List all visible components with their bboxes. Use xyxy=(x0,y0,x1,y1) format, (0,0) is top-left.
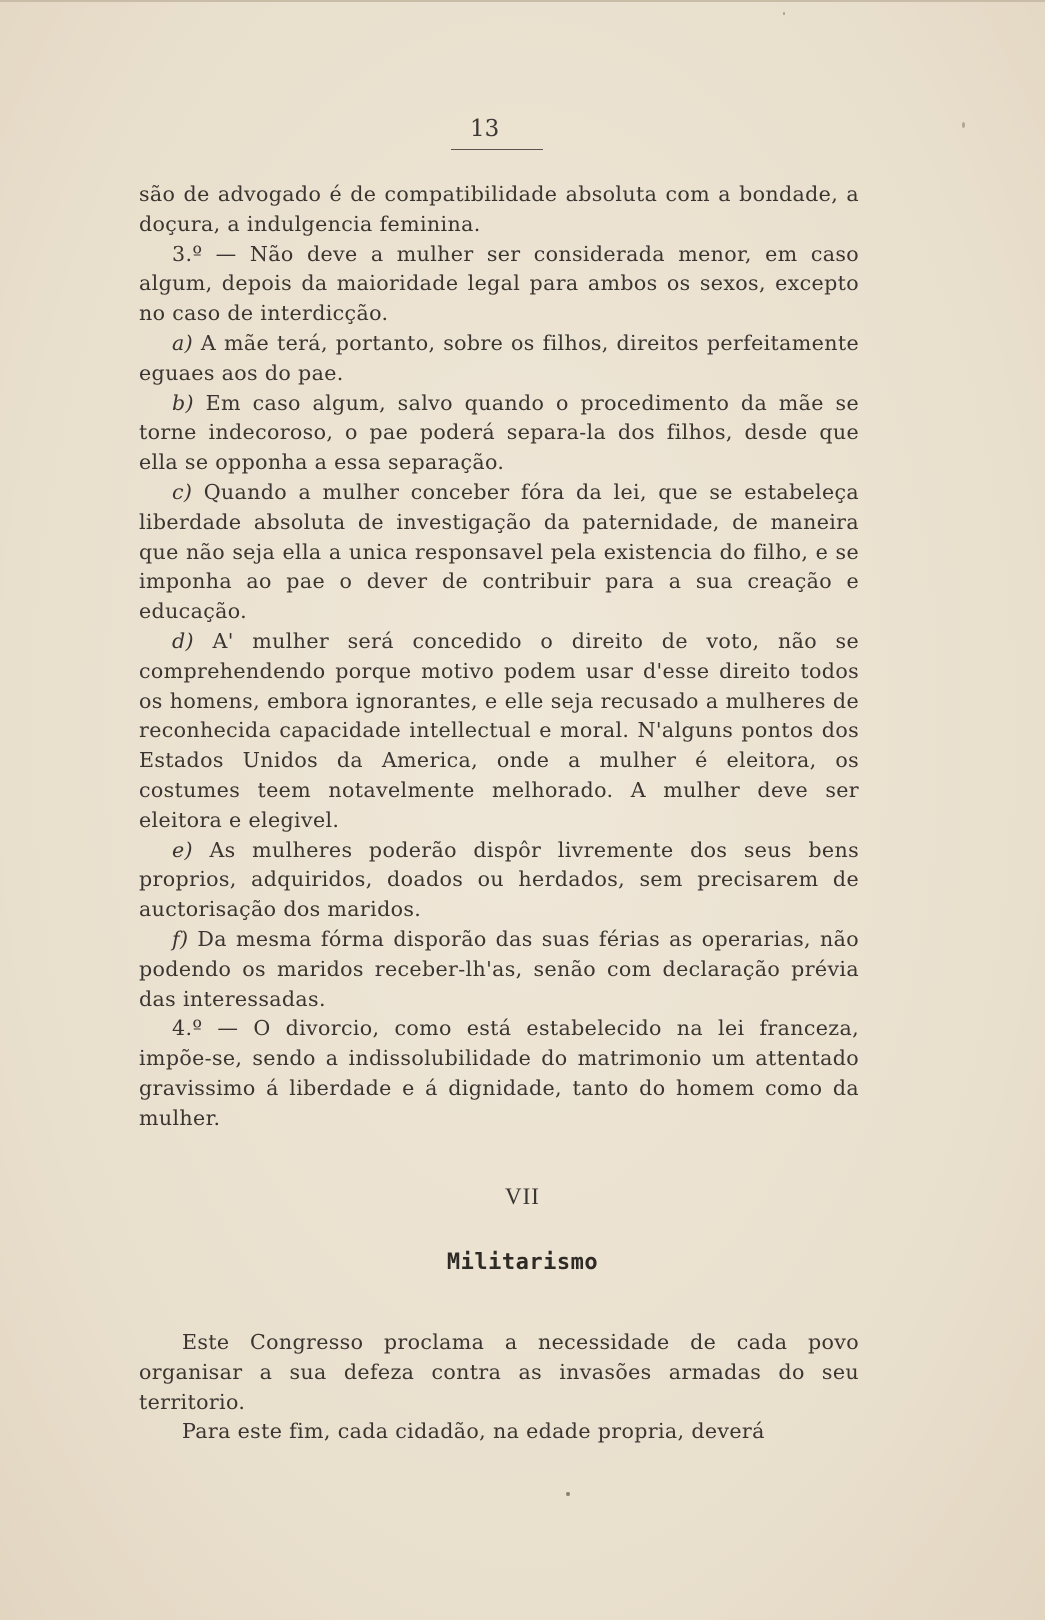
item-marker: f) xyxy=(172,926,189,951)
paragraph-text: As mulheres poderão dispôr livremente dos seus bens proprios, adquiridos, doados ou herdados, sem precisarem de auctorisação dos maridos. xyxy=(139,837,859,922)
section-number: VII xyxy=(505,1184,540,1209)
item-marker: e) xyxy=(172,837,193,862)
paragraph-text: A mãe terá, portanto, sobre os filhos, direitos perfeitamente eguaes aos do pae. xyxy=(139,330,859,385)
paragraph-text: são de advogado é de compatibilidade absoluta com a bondade, a doçura, a indulgencia feminina. xyxy=(139,182,859,236)
paragraph xyxy=(139,1328,859,1417)
paragraph xyxy=(139,836,859,925)
page-number: 13 xyxy=(470,116,500,142)
paragraph xyxy=(139,925,859,1014)
section-title: Militarismo xyxy=(446,1250,599,1275)
paragraph xyxy=(139,389,859,478)
paragraph-text: 4.º — O divorcio, como está estabelecido na lei franceza, impõe-se, sendo a indissolubilidade do matrimonio um attentado gravissimo á liberdade e á dignidade, tanto do homem como da mulher. xyxy=(139,1016,859,1130)
paragraph-text: Para este fim, cada cidadão, na edade propria, deverá xyxy=(182,1419,765,1444)
paragraph-text: A' mulher será concedido o direito de voto, não se comprehendendo porque motivo podem usar d'esse direito todos os homens, embora ignorantes, e elle seja recusado a mulheres de reconhecida capacidade intellectual e moral. N'alguns pontos dos Estados Unidos da America, onde a mulher é eleitora, os costumes teem notavelmente melhorado. A mulher deve ser eleitora e elegivel. xyxy=(139,628,859,832)
paper-speck xyxy=(962,122,965,128)
item-marker: a) xyxy=(172,330,194,355)
paragraph xyxy=(139,329,859,389)
page-number-rule xyxy=(451,149,543,150)
page-edge xyxy=(0,0,1045,2)
item-marker: b) xyxy=(172,390,194,415)
paragraph xyxy=(139,478,859,627)
item-marker: d) xyxy=(172,628,194,653)
paragraph xyxy=(139,627,859,836)
paper-speck xyxy=(566,1492,570,1496)
paragraph xyxy=(139,180,859,240)
paper-speck xyxy=(783,12,785,15)
paragraph-text: Da mesma fórma disporão das suas férias as operarias, não podendo os maridos receber-lh'as, senão com declaração prévia das interessadas. xyxy=(139,926,859,1011)
paragraph xyxy=(139,1014,859,1133)
paragraph-text: 3.º — Não deve a mulher ser considerada menor, em caso algum, depois da maioridade legal para ambos os sexos, excepto no caso de interdicção. xyxy=(139,241,859,326)
paragraph-text: Em caso algum, salvo quando o procedimento da mãe se torne indecoroso, o pae poderá separa-la dos filhos, desde que ella se opponha a essa separação. xyxy=(139,390,859,475)
paragraph-text: Quando a mulher conceber fóra da lei, que se estabeleça liberdade absoluta de investigação da paternidade, de maneira que não seja ella a unica responsavel pela existencia do filho, e se imponha ao pae o dever de contribuir para a sua creação e educação. xyxy=(139,479,859,624)
item-marker: c) xyxy=(172,479,193,504)
body-text-top xyxy=(139,180,859,1134)
paragraph-text: Este Congresso proclama a necessidade de cada povo organisar a sua defeza contra as invasões armadas do seu territorio. xyxy=(139,1330,859,1414)
paragraph xyxy=(139,240,859,329)
paragraph xyxy=(139,1417,859,1447)
body-text-bottom xyxy=(139,1328,859,1447)
